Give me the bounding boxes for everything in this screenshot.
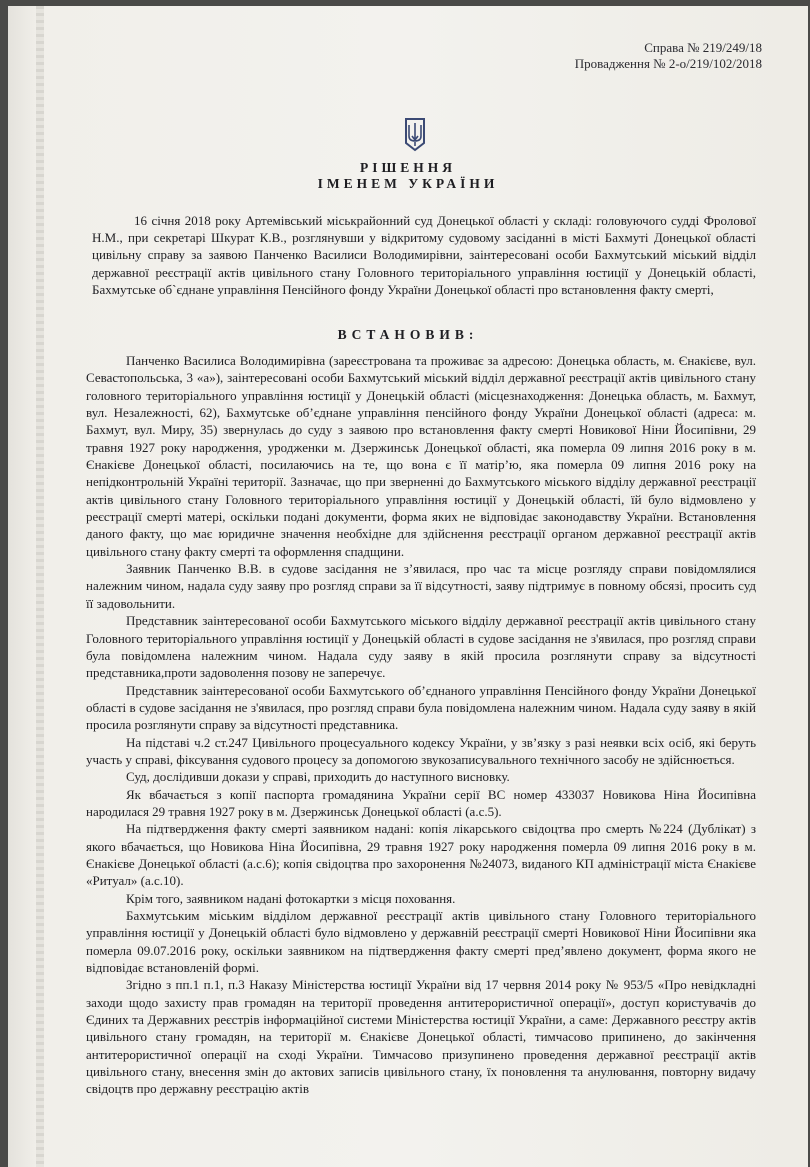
court-decision-page xyxy=(8,6,808,1167)
ukraine-trident-icon xyxy=(395,114,435,154)
body-paragraph: Згідно з пп.1 п.1, п.3 Наказу Міністерства юстиції України від 17 червня 2014 року № 953/5 «Про невідкладні заходи щодо захисту прав громадян на території проведення антитерористичної операції», доступ користувачів до Єдиних та Державних реєстрів інформаційної системи Міністерства юстиції України, а саме: Державного реєстру актів цивільного стану громадян, на території м. Єнакієве Донецької області, тимчасово припинено, до закінчення антитерористичної операції на сході України. Тимчасово призупинено проведення державної реєстрації актів цивільного стану, внесення змін до актових записів цивільного стану, їх поновлення та анулювання, повторну видачу свідоцтв про державну реєстрацію актів xyxy=(86,977,756,1097)
body-paragraph: На підтвердження факту смерті заявником надані: копія лікарського свідоцтва про смерть №224 (Дублікат) з якого вбачається, що Новикова Ніна Йосипівна, 29 травня 1927 року народження померла 09 липня 2016 року в м. Єнакієве Донецької області (а.с.6); копія свідоцтва про захоронення №24073, виданого КП адміністрації міста Єнакієве «Ритуал» (а.с.10). xyxy=(86,821,756,889)
proceeding-number: Провадження № 2-о/219/102/2018 xyxy=(574,56,762,71)
body-paragraph: Як вбачається з копії паспорта громадянина України серії ВС номер 433037 Новикова Ніна Йосипівна народилася 29 травня 1927 року в м. Дзержинськ Донецької області (а.с.5). xyxy=(86,786,756,819)
intro-paragraph: 16 січня 2018 року Артемівський міськрайонний суд Донецької області у складі: головуючого судді Фролової Н.М., при секретарі Шкурат К.В., розглянувши у відкритому судовому засіданні в місті Бахмуті Донецької області цивільну справу за заявою Панченко Василиси Володимирівни, заінтересовані особи Бахмутський міський відділ державної реєстрації актів цивільного стану Головного територіального управління юстиції у Донецькій області, Бахмутське об`єднане управління Пенсійного фонду України Донецької області про встановлення факту смерті, xyxy=(92,213,756,297)
body-paragraph: Бахмутським міським відділом державної реєстрації актів цивільного стану Головного територіального управління юстиції у Донецькій області було відмовлено у державній реєстрації смерті Новикової Ніни Йосипівни яка померла 09.07.2016 року, оскільки заявником на підтвердження факту смерті пред’явлено документ, форма якого не відповідає встановленій формі. xyxy=(86,908,756,976)
decision-body xyxy=(86,352,756,1098)
body-paragraph: Представник заінтересованої особи Бахмутського міського відділу державної реєстрації актів цивільного стану Головного територіального управління юстиції у Донецькій області в судове засідання не з'явилася, про розгляд справи була повідомлена належним чином. Надала суду заяву в якій просила розглянути справу за відсутності представника,проти задоволення позову не заперечує. xyxy=(86,613,756,681)
decision-subtitle: ІМЕНЕМ УКРАЇНИ xyxy=(317,176,499,191)
body-paragraph: На підставі ч.2 ст.247 Цивільного процесуального кодексу України, у зв’язку з разі неявки всіх осіб, які беруть участь у справі, фіксування судового процесу за допомогою звукозаписувального технічного засобу не здійснюється. xyxy=(86,734,756,767)
decision-title: РІШЕННЯ xyxy=(359,160,457,175)
section-heading: ВСТАНОВИВ: xyxy=(337,327,479,342)
case-reference xyxy=(575,40,762,72)
body-paragraph: Представник заінтересованої особи Бахмутського об’єднаного управління Пенсійного фонду України Донецької області в судове засідання не з'явилася, про розгляд справи була повідомлена належним чином. Надала суду заяву в якій просила розглянути справу за відсутності представника. xyxy=(86,682,756,733)
body-paragraph: Крім того, заявником надані фотокартки з місця поховання. xyxy=(126,890,456,906)
body-paragraph: Суд, дослідивши докази у справі, приходить до наступного висновку. xyxy=(126,769,510,785)
case-number: Справа № 219/249/18 xyxy=(644,40,762,55)
body-paragraph: Панченко Василиса Володимирівна (зареєстрована та проживає за адресою: Донецька область, м. Єнакієве, вул. Севастопольська, 3 «а»), заінтересовані особи Бахмутський міський відділ державної реєстрації актів цивільного стану головного територіального управління юстиції у Донецькій області (місцезнаходження: Донецька область, м. Бахмут, вул. Незалежності, 62), Бахмутське об’єднане управління пенсійного фонду України Донецької області (адреса: м. Бахмут, вул. Миру, 35) звернулась до суду з заявою про встановлення факту смерті Новикової Ніни Йосипівни, 29 травня 1927 року народження, уродженки м. Дзержинськ Донецької області, яка померла 09 липня 2016 року в м. Єнакієве Донецької області, посилаючись на те, що вона є її матір’ю, яка померла 09 липня 2016 року на непідконтрольній Україні території. Зазначає, що при зверненні до Бахмутського міського відділу державної реєстрації актів цивільного стану Головного територіального управління юстиції у Донецькій області, їй було відмовлено у реєстрації смерті матері, оскільки подані документи, форма яких не відповідає законодавству України. Встановлення даного факту, що має юридичне значення необхідне для здійснення реєстрації органом державної реєстрації актів цивільного стану факту смерті та оформлення спадщини. xyxy=(86,353,756,559)
body-paragraph: Заявник Панченко В.В. в судове засідання не з’явилася, про час та місце розгляду справи повідомлялися належним чином, надала суду заяву про розгляд справи за її відсутності, заяву підтримує в повному обсязі, просить суд її задовольнити. xyxy=(86,561,756,611)
